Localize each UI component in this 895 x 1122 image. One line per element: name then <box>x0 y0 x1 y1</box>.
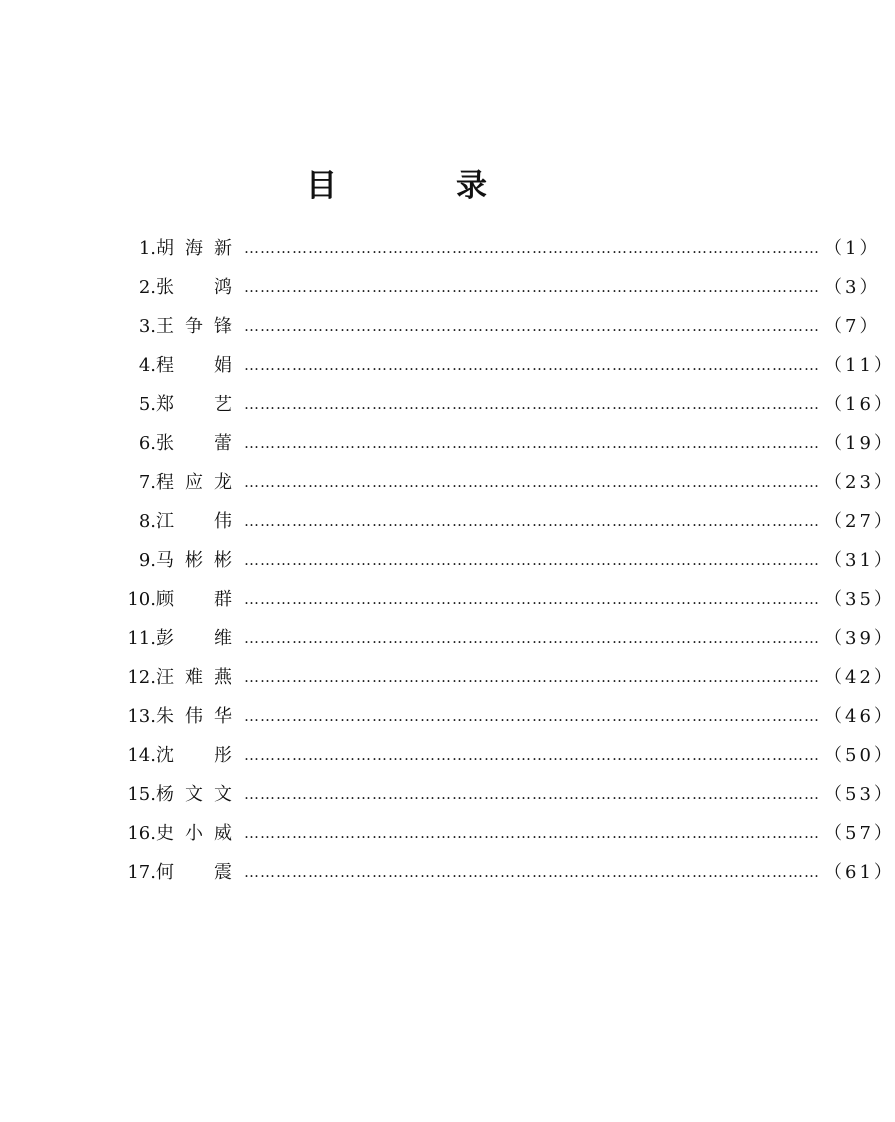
toc-entry-name <box>156 424 232 463</box>
toc-entry[interactable] <box>118 736 895 775</box>
name-char: 海 <box>185 238 203 259</box>
toc-entry-page: （19） <box>824 433 895 454</box>
toc-entry-number: 2. <box>138 277 156 298</box>
toc-entry-page: （31） <box>824 550 895 571</box>
name-char: 鸿 <box>214 277 232 298</box>
name-char: 争 <box>185 316 203 337</box>
toc-leader-dots: ……………………………………………………………………………………………… <box>244 395 820 413</box>
toc-entry-page: （57） <box>824 823 895 844</box>
name-char: 蕾 <box>214 433 232 454</box>
toc-entry-name <box>156 580 232 619</box>
toc-entry[interactable] <box>118 697 895 736</box>
toc-entry-page: （50） <box>824 745 895 766</box>
toc-leader-dots: ……………………………………………………………………………………………… <box>244 239 820 257</box>
toc-entry-number: 11. <box>127 628 156 649</box>
toc-entry-page: （23） <box>824 472 895 493</box>
toc-entry[interactable] <box>118 385 895 424</box>
toc-entry[interactable] <box>118 463 895 502</box>
name-char: 张 <box>156 277 174 298</box>
name-char: 小 <box>185 823 203 844</box>
name-char: 何 <box>156 862 174 883</box>
toc-leader-dots: ……………………………………………………………………………………………… <box>244 317 820 335</box>
name-char: 朱 <box>156 706 174 727</box>
toc-entry-name <box>156 307 232 346</box>
toc-entry-name <box>156 853 232 892</box>
name-char: 锋 <box>214 316 232 337</box>
toc-entry-name <box>156 697 232 736</box>
name-char: 马 <box>156 550 174 571</box>
toc-entry[interactable] <box>118 814 895 853</box>
name-char: 彬 <box>214 550 232 571</box>
toc-entry[interactable] <box>118 424 895 463</box>
toc-entry-number: 6. <box>138 433 156 454</box>
toc-entry-number: 12. <box>127 667 156 688</box>
toc-entry-name <box>156 385 232 424</box>
page-title: 目 录 <box>306 167 531 204</box>
toc-entry-number: 9. <box>138 550 156 571</box>
toc-entry[interactable] <box>118 580 895 619</box>
toc-leader-dots: ……………………………………………………………………………………………… <box>244 629 820 647</box>
toc-entry-number: 17. <box>127 862 156 883</box>
name-char: 震 <box>214 862 232 883</box>
toc-entry-name <box>156 736 232 775</box>
toc-entry-name <box>156 502 232 541</box>
name-char: 王 <box>156 316 174 337</box>
toc-entry-name <box>156 775 232 814</box>
toc-entry-number: 8. <box>138 511 156 532</box>
name-char: 彭 <box>156 628 174 649</box>
name-char: 彤 <box>214 745 232 766</box>
toc-entry-page: （46） <box>824 706 895 727</box>
toc-entry-number: 16. <box>127 823 156 844</box>
toc-entry-number: 1. <box>138 238 156 259</box>
name-char: 华 <box>214 706 232 727</box>
name-char: 汪 <box>156 667 174 688</box>
toc-leader-dots: ……………………………………………………………………………………………… <box>244 707 820 725</box>
name-char: 顾 <box>156 589 174 610</box>
name-char: 伟 <box>185 706 203 727</box>
name-char: 杨 <box>156 784 174 805</box>
toc-leader-dots: ……………………………………………………………………………………………… <box>244 434 820 452</box>
toc-entry-number: 5. <box>138 394 156 415</box>
name-char: 燕 <box>214 667 232 688</box>
toc-entry-number: 10. <box>127 589 156 610</box>
toc-entry-page: （11） <box>824 355 895 376</box>
toc-entry[interactable] <box>118 775 895 814</box>
toc-entry[interactable] <box>118 658 895 697</box>
toc-leader-dots: ……………………………………………………………………………………………… <box>244 278 820 296</box>
name-char: 程 <box>156 355 174 376</box>
name-char: 娟 <box>214 355 232 376</box>
toc-entry-number: 7. <box>138 472 156 493</box>
toc-leader-dots: ……………………………………………………………………………………………… <box>244 356 820 374</box>
toc-entry-number: 14. <box>127 745 156 766</box>
toc-entry-number: 3. <box>138 316 156 337</box>
toc-entry-page: （39） <box>824 628 895 649</box>
toc-entry[interactable] <box>118 853 895 892</box>
toc-leader-dots: ……………………………………………………………………………………………… <box>244 863 820 881</box>
toc-entry[interactable] <box>118 541 895 580</box>
name-char: 张 <box>156 433 174 454</box>
name-char: 史 <box>156 823 174 844</box>
name-char: 威 <box>214 823 232 844</box>
name-char: 胡 <box>156 238 174 259</box>
toc-entry-number: 15. <box>127 784 156 805</box>
toc-entry-page: （42） <box>824 667 895 688</box>
toc-entry-page: （16） <box>824 394 895 415</box>
toc-entry[interactable] <box>118 307 881 346</box>
toc-entry[interactable] <box>118 502 895 541</box>
name-char: 郑 <box>156 394 174 415</box>
toc-entry[interactable] <box>118 229 881 268</box>
toc-entry-page: （7） <box>824 316 881 337</box>
toc-entry-page: （3） <box>824 277 881 298</box>
toc-entry-name <box>156 229 232 268</box>
toc-entry[interactable] <box>118 619 895 658</box>
name-char: 维 <box>214 628 232 649</box>
toc-entry-page: （61） <box>824 862 895 883</box>
toc-entry-name <box>156 541 232 580</box>
name-char: 新 <box>214 238 232 259</box>
toc-entry-name <box>156 463 232 502</box>
toc-entry-page: （35） <box>824 589 895 610</box>
toc-entry-name <box>156 814 232 853</box>
toc-entry-page: （27） <box>824 511 895 532</box>
name-char: 群 <box>214 589 232 610</box>
name-char: 艺 <box>214 394 232 415</box>
name-char: 龙 <box>214 472 232 493</box>
name-char: 江 <box>156 511 174 532</box>
toc-entry-name <box>156 619 232 658</box>
toc-leader-dots: ……………………………………………………………………………………………… <box>244 668 820 686</box>
name-char: 伟 <box>214 511 232 532</box>
toc-entry-name <box>156 268 232 307</box>
name-char: 文 <box>214 784 232 805</box>
toc-entry-number: 4. <box>138 355 156 376</box>
table-of-contents <box>118 229 895 892</box>
toc-entry[interactable] <box>118 346 895 385</box>
name-char: 沈 <box>156 745 174 766</box>
toc-entry-name <box>156 346 232 385</box>
toc-leader-dots: ……………………………………………………………………………………………… <box>244 824 820 842</box>
toc-leader-dots: ……………………………………………………………………………………………… <box>244 551 820 569</box>
name-char: 应 <box>185 472 203 493</box>
toc-entry-page: （1） <box>824 238 881 259</box>
toc-entry[interactable] <box>118 268 881 307</box>
toc-entry-name <box>156 658 232 697</box>
toc-leader-dots: ……………………………………………………………………………………………… <box>244 473 820 491</box>
toc-leader-dots: ……………………………………………………………………………………………… <box>244 512 820 530</box>
toc-entry-number: 13. <box>127 706 156 727</box>
toc-leader-dots: ……………………………………………………………………………………………… <box>244 785 820 803</box>
name-char: 彬 <box>185 550 203 571</box>
name-char: 文 <box>185 784 203 805</box>
toc-leader-dots: ……………………………………………………………………………………………… <box>244 590 820 608</box>
toc-leader-dots: ……………………………………………………………………………………………… <box>244 746 820 764</box>
name-char: 程 <box>156 472 174 493</box>
toc-entry-page: （53） <box>824 784 895 805</box>
name-char: 难 <box>185 667 203 688</box>
